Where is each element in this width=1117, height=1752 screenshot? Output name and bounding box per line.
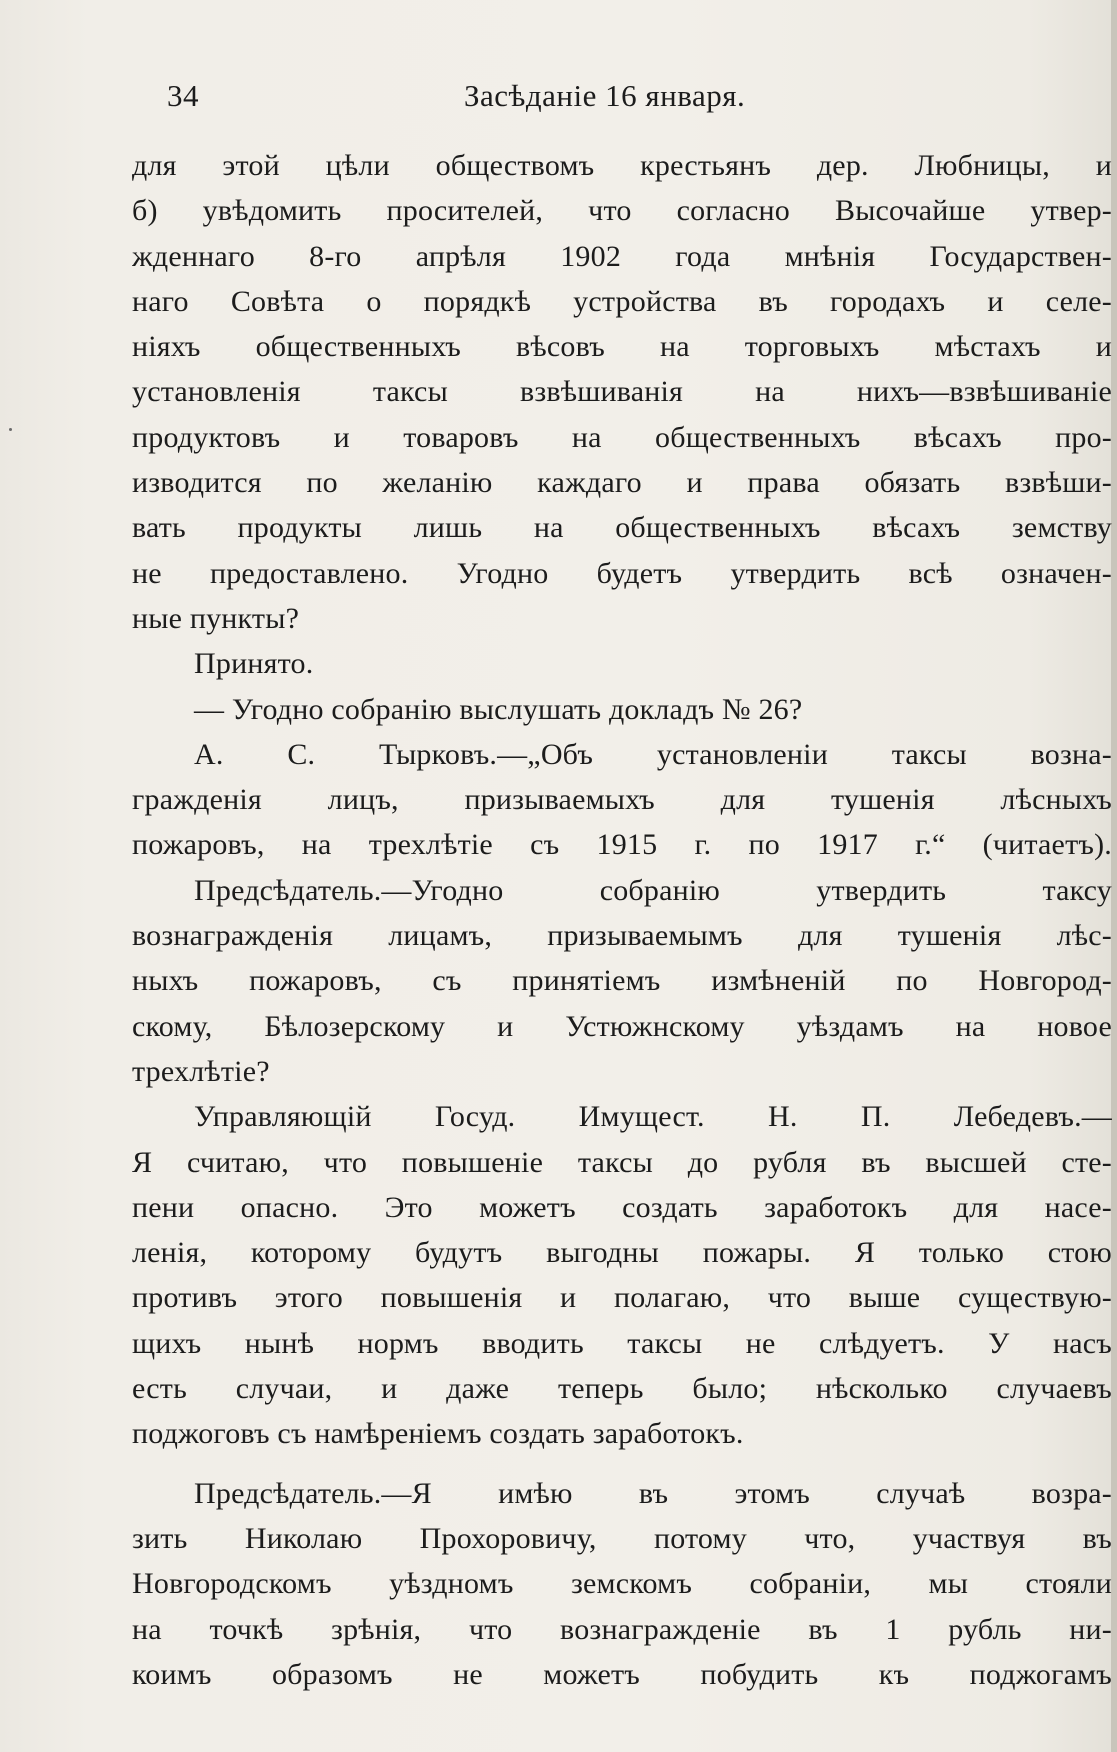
- body-text: [132, 143, 1112, 1697]
- text-line: наго Совѣта о порядкѣ устройства въ городахъ и селе-: [132, 284, 1112, 318]
- text-line: ніяхъ общественныхъ вѣсовъ на торговыхъ мѣстахъ и: [132, 330, 1112, 364]
- text-line: зить Николаю Прохоровичу, потому что, участвуя въ: [132, 1521, 1112, 1555]
- text-line: Я считаю, что повышеніе таксы до рубля въ высшей сте-: [132, 1145, 1112, 1179]
- speaker-line: А. С. Тырковъ.—„Объ установленіи таксы возна-: [194, 737, 1112, 771]
- text-line: изводится по желанію каждаго и права обязать взвѣши-: [132, 466, 1112, 500]
- text-line: установленія таксы взвѣшиванія на нихъ—взвѣшиваніе: [132, 375, 1112, 409]
- text-line: жденнаго 8-го апрѣля 1902 года мнѣнія Государствен-: [132, 239, 1112, 273]
- text-line: для этой цѣли обществомъ крестьянъ дер. Любницы, и: [132, 149, 1112, 182]
- text-line: щихъ нынѣ нормъ вводить таксы не слѣдуетъ. У насъ: [132, 1326, 1112, 1360]
- text-line: вознагражденія лицамъ, призываемымъ для тушенія лѣс-: [132, 919, 1112, 953]
- text-line: есть случаи, и даже теперь было; нѣсколько случаевъ: [132, 1372, 1112, 1406]
- text-line: продуктовъ и товаровъ на общественныхъ вѣсахъ про-: [132, 420, 1112, 454]
- text-line: ленія, которому будутъ выгодны пожары. Я только стою: [132, 1236, 1112, 1270]
- text-line: Новгородскомъ уѣздномъ земскомъ собраніи, мы стояли: [132, 1567, 1112, 1601]
- speaker-line: Управляющій Госуд. Имущест. Н. П. Лебедевъ.—: [194, 1100, 1112, 1134]
- text-line: гражденія лицъ, призываемыхъ для тушенія лѣсныхъ: [132, 783, 1112, 817]
- speaker-line: Предсѣдатель.—Я имѣю въ этомъ случаѣ возра-: [194, 1476, 1112, 1510]
- text-line: Принято.: [194, 647, 314, 681]
- text-line: поджоговъ съ намѣреніемъ создать заработокъ.: [132, 1417, 744, 1451]
- page-header: [0, 78, 1117, 118]
- text-line: пени опасно. Это можетъ создать заработокъ для насе-: [132, 1190, 1112, 1224]
- text-line: на точкѣ зрѣнія, что вознагражденіе въ 1 рубль ни-: [132, 1612, 1112, 1646]
- text-line: — Угодно собранію выслушать докладъ № 26?: [194, 692, 803, 726]
- margin-speck: [9, 428, 12, 431]
- text-line: пожаровъ, на трехлѣтіе съ 1915 г. по 1917 г.“ (читаетъ).: [132, 828, 1112, 862]
- speaker-line: Предсѣдатель.—Угодно собранію утвердить таксу: [194, 873, 1112, 907]
- text-line: ныхъ пожаровъ, съ принятіемъ измѣненій по Новгород-: [132, 964, 1112, 998]
- text-line: б) увѣдомить просителей, что согласно Высочайше утвер-: [132, 194, 1112, 228]
- running-title: Засѣданіе 16 января.: [464, 78, 746, 113]
- text-line: коимъ образомъ не можетъ побудить къ поджогамъ: [132, 1657, 1112, 1691]
- text-line: противъ этого повышенія и полагаю, что выше существую-: [132, 1281, 1112, 1315]
- text-line: скому, Бѣлозерскому и Устюжнскому уѣздамъ на новое: [132, 1009, 1112, 1043]
- text-line: ные пункты?: [132, 601, 300, 635]
- text-line: не предоставлено. Угодно будетъ утвердить всѣ означен-: [132, 556, 1112, 590]
- text-line: вать продукты лишь на общественныхъ вѣсахъ земству: [132, 511, 1112, 545]
- text-line: трехлѣтіе?: [132, 1054, 270, 1088]
- page-number: 34: [167, 78, 199, 113]
